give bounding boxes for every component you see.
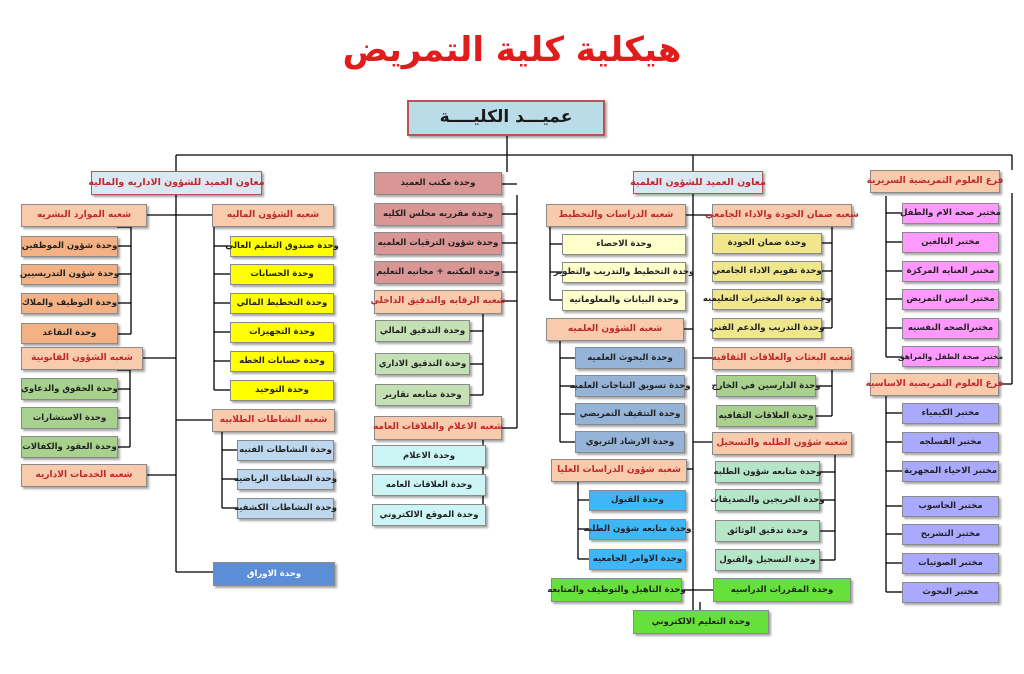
scientific-unit: وحدة البحوث العلميه [575,347,685,369]
postgrad-division-header: شعبه شؤون الدراسات العليا [551,459,687,482]
media-unit: وحدة العلاقات العامه [372,474,486,496]
audit-unit: وحدة التدقيق المالي [375,320,470,342]
finance-unit: وحدة الحسابات [230,264,334,285]
quality-unit: وحدة التدريب والدعم الفني [712,318,822,339]
hr-unit: وحدة التقاعد [21,323,118,344]
media-division-header: شعبه الاعلام والعلاقات العامه [374,416,502,440]
science-vice-dean-box: معاون العميد للشؤون العلمية [633,171,763,194]
scientific-division-header: شعبه الشؤون العلميه [546,318,684,341]
media-unit: وحدة الموقع الالكتروني [372,504,486,526]
student-activity-unit: وحدة النشاطات الكشفيه [237,498,334,519]
hr-unit: وحدة شؤون التدريسيين [21,264,118,285]
clinical-department-header: فرع العلوم التمريضية السريرية [870,170,1000,193]
basic-lab: مختبر الفسلجه [902,432,999,453]
quality-unit: وحدة تقويم الاداء الجامعي [712,261,822,282]
audit-division-header: شعبه الرقابه والتدقيق الداخلي [374,290,502,314]
elearning-unit: وحدة التعليم الالكتروني [633,610,769,634]
registration-division-header: شعبه شؤون الطلبه والتسجيل [712,432,852,455]
postgrad-unit: وحدة الاوامر الجامعيه [589,549,686,570]
archive-unit: وحدة الاوراق [213,562,335,586]
student-activity-unit: وحدة النشاطات الفنيه [237,440,334,461]
basic-department-header: فرع العلوم التمريضية الاساسية [870,373,999,396]
research-unit: وحدة الدارسين في الخارج [716,375,816,397]
legal-unit: وحدة الاستشارات [21,407,118,429]
clinical-lab: مختبر صحه الام والطفل [902,203,999,224]
postgrad-unit: وحدة متابعه شؤون الطلبه [589,519,686,540]
audit-unit: وحدة التدقيق الاداري [375,353,470,375]
basic-lab: مختبر الحاسوب [902,496,999,517]
registration-unit: وحدة تدقيق الوثائق [715,520,820,542]
research-unit: وحدة العلاقات الثقافيه [716,405,816,427]
registration-unit: وحدة الخريجين والتصديقات [715,489,820,511]
studies-division-header: شعبه الدراسات والتخطيط [546,204,686,227]
clinical-lab: مختبر العنايه المركزة [902,261,999,282]
scientific-unit: وحدة تسويق النتاجات العلميه [575,375,685,397]
hr-unit: وحدة التوظيف والملاك [21,293,118,314]
basic-lab: مختبر الصوتيات [902,553,999,574]
center-unit: وحدة شؤون الترقيات العلميه [374,232,502,255]
registration-unit: وحدة متابعه شؤون الطلبه [715,461,820,483]
studies-unit: وحدة البيانات والمعلوماتيه [562,290,686,311]
finance-unit: وحدة التخطيط المالي [230,293,334,314]
research-division-header: شعبه البعثات والعلاقات الثقافيه [712,347,852,370]
audit-unit: وحدة متابعه تقارير [375,384,470,406]
curricula-unit: وحدة المقررات الدراسيه [713,578,851,602]
hr-unit: وحدة شؤون الموظفين [21,236,118,257]
scientific-unit: وحدة الارشاد التربوي [575,431,685,453]
quality-unit: وحدة جودة المختبرات التعليميه [712,289,822,310]
dean-box: عميـــد الكليــــة [407,100,605,136]
basic-lab: مختبر التشريح [902,524,999,545]
legal-division-header: شعبه الشؤون القانونية [21,347,143,370]
clinical-lab: مختبر البالغين [902,232,999,253]
clinical-lab: مختبرالصحه النفسيه [902,318,999,339]
scientific-unit: وحدة التثقيف التمريضي [575,403,685,425]
student-activity-unit: وحدة النشاطات الرياضيه [237,469,334,490]
clinical-lab: مختبر صحة الطفل والمراهق [902,346,999,367]
legal-unit: وحدة الحقوق والدعاوي [21,378,118,400]
admin-services-header: شعبه الخدمات الاداريه [21,464,147,487]
finance-division-header: شعبه الشؤون الماليه [212,204,334,227]
page-title: هيكلية كلية التمريض [342,30,682,70]
dean-office-unit: وحدة مكتب العميد [374,172,502,195]
studies-unit: وحدة التخطيط والتدريب والتطوير [562,262,686,283]
finance-unit: وحدة حسابات الخطه [230,351,334,372]
student-activities-header: شعبه النشاطات الطلابيه [212,409,335,432]
finance-unit: وحدة صندوق التعليم العالي [230,236,334,257]
finance-unit: وحدة التوحيد [230,380,334,401]
quality-division-header: شعبه ضمان الجودة والاداء الجامعي [712,204,852,227]
media-unit: وحدة الاعلام [372,445,486,467]
center-unit: وحدة مقرريه مجلس الكليه [374,203,502,226]
finance-unit: وحدة التجهيزات [230,322,334,343]
studies-unit: وحدة الاحصاء [562,234,686,255]
quality-unit: وحدة ضمان الجودة [712,233,822,254]
registration-unit: وحدة التسجيل والقبول [715,549,820,571]
qualification-unit: وحدة التاهيل والتوظيف والمتابعه [551,578,682,602]
clinical-lab: مختبر اسس التمريض [902,289,999,310]
center-unit: وحدة المكتبه + مجانيه التعليم [374,261,502,284]
admin-vice-dean-box: معاون العميد للشؤون الاداريه والماليه [91,171,262,195]
legal-unit: وحدة العقود والكفالات [21,436,118,458]
basic-lab: مختبر الكيمياء [902,403,999,424]
basic-lab: مختبر الاحياء المجهرية [902,461,999,482]
hr-division-header: شعبه الموارد البشريه [21,204,147,227]
basic-lab: مختبر البحوث [902,582,999,603]
postgrad-unit: وحدة القبول [589,490,686,511]
